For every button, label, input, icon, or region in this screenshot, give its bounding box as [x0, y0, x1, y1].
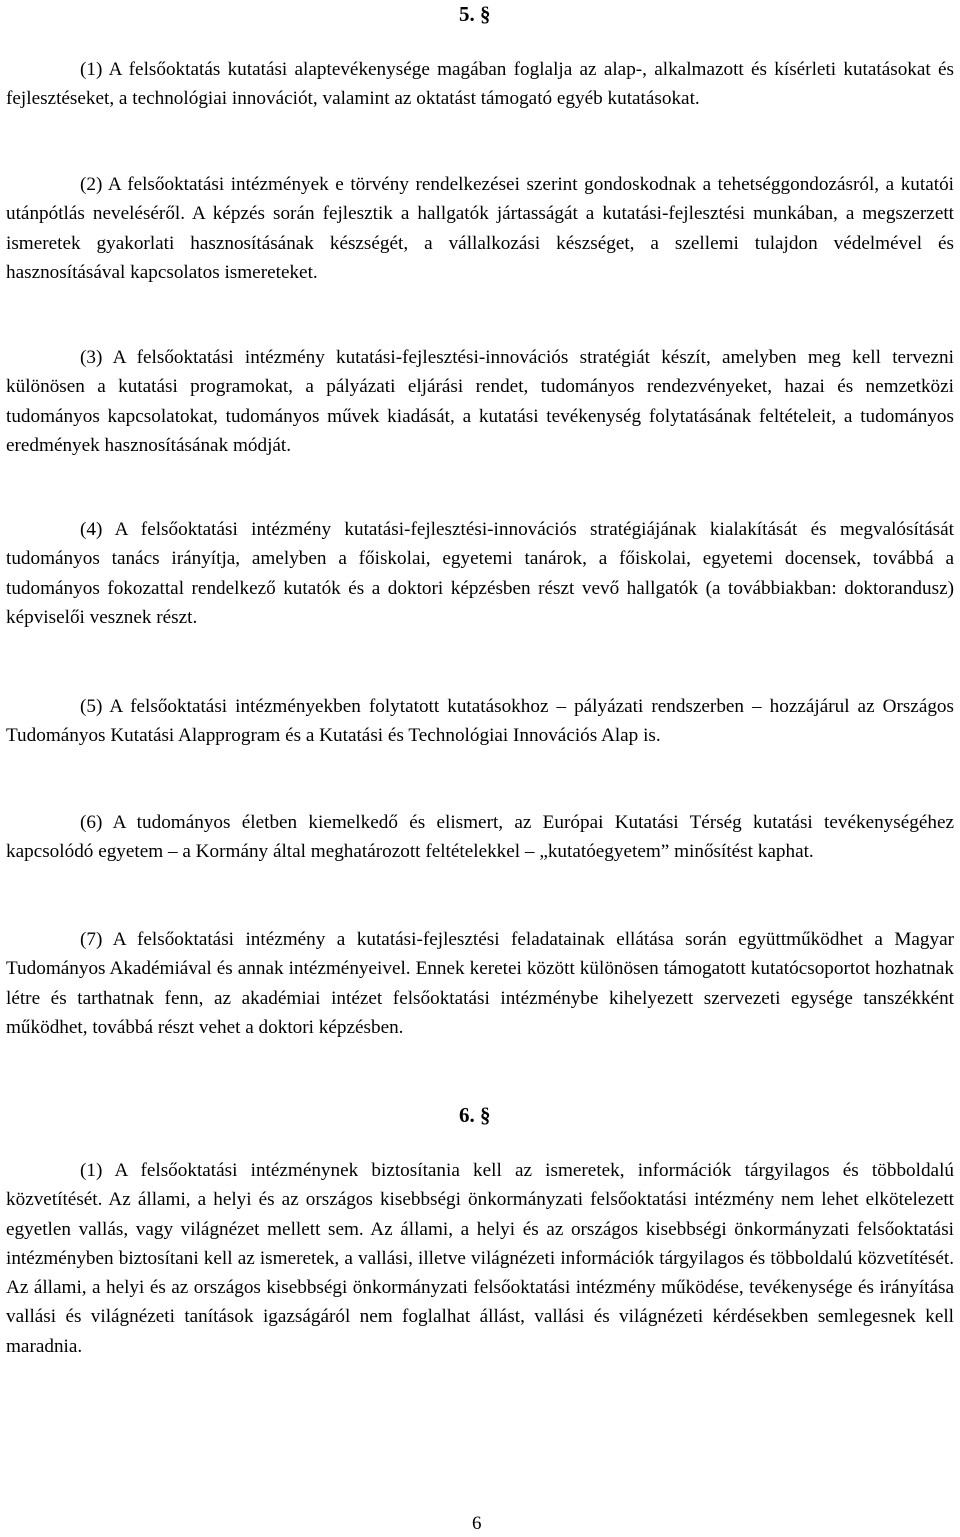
section-5-paragraph-5: (5) A felsőoktatási intézményekben folytatott kutatásokhoz – pályázati rendszerben – hozzájárul az Országos Tudományos Kutatási Alapprogram és a Kutatási és Technológiai Innovációs Alap is.	[6, 696, 954, 747]
section-5-paragraph-4: (4) A felsőoktatási intézmény kutatási-fejlesztési-innovációs stratégiájának kialakítását és megvalósítását tudományos tanács irányítja, amelyben a főiskolai, egyetemi tanárok, a főiskolai, egyetemi docensek, továbbá a tudományos fokozattal rendelkező kutatók és a doktori képzésben részt vevő hallgatók (a továbbiakban: doktorandusz) képviselői vesznek részt.	[6, 519, 954, 628]
section-5-paragraph-7: (7) A felsőoktatási intézmény a kutatási-fejlesztési feladatainak ellátása során együttműködhet a Magyar Tudományos Akadémiával és annak intézményeivel. Ennek keretei között különösen támogatott kutatócsoportot hozhatnak létre és tarthatnak fenn, az akadémiai intézet felsőoktatási intézménybe kihelyezett szervezeti egysége tanszékként működhet, továbbá részt vehet a doktori képzésben.	[6, 929, 954, 1038]
section-6-heading: 6. §	[459, 1103, 491, 1127]
section-5-paragraph-6: (6) A tudományos életben kiemelkedő és elismert, az Európai Kutatási Térség kutatási tevékenységéhez kapcsolódó egyetem – a Kormány által meghatározott feltételekkel – „kutatóegyetem” minősítést kaphat.	[6, 812, 954, 863]
section-5-heading: 5. §	[459, 2, 491, 26]
section-5-paragraph-2: (2) A felsőoktatási intézmények e törvény rendelkezései szerint gondoskodnak a tehetséggondozásról, a kutatói utánpótlás neveléséről. A képzés során fejlesztik a hallgatók jártasságát a kutatási-fejlesztési munkában, a megszerzett ismeretek gyakorlati hasznosításának készségét, a vállalkozási készséget, a szellemi tulajdon védelmével és hasznosításával kapcsolatos ismereteket.	[6, 174, 954, 283]
page-number: 6	[472, 1513, 482, 1534]
section-6-paragraph-1: (1) A felsőoktatási intézménynek biztosítania kell az ismeretek, információk tárgyilagos és többoldalú közvetítését. Az állami, a helyi és az országos kisebbségi önkormányzati felsőoktatási intézmény nem lehet elkötelezett egyetlen vallás, vagy világnézet mellett sem. Az állami, a helyi és az országos kisebbségi önkormányzati felsőoktatási intézményben biztosítani kell az ismeretek, a vallási, illetve világnézeti információk tárgyilagos és többoldalú közvetítését. Az állami, a helyi és az országos kisebbségi önkormányzati felsőoktatási intézmény működése, tevékenysége és irányítása vallási és világnézeti tanítások igazságáról nem foglalhat állást, vallási és világnézeti kérdésekben semlegesnek kell maradnia.	[6, 1160, 954, 1357]
section-5-paragraph-1: (1) A felsőoktatás kutatási alaptevékenysége magában foglalja az alap-, alkalmazott és kísérleti kutatásokat és fejlesztéseket, a technológiai innovációt, valamint az oktatást támogató egyéb kutatásokat.	[6, 59, 954, 110]
section-5-paragraph-3: (3) A felsőoktatási intézmény kutatási-fejlesztési-innovációs stratégiát készít, amelyben meg kell tervezni különösen a kutatási programokat, a pályázati eljárási rendet, tudományos rendezvényeket, hazai és nemzetközi tudományos kapcsolatokat, tudományos művek kiadását, a kutatási tevékenység folytatásának feltételeit, a tudományos eredmények hasznosításának módját.	[6, 347, 954, 456]
